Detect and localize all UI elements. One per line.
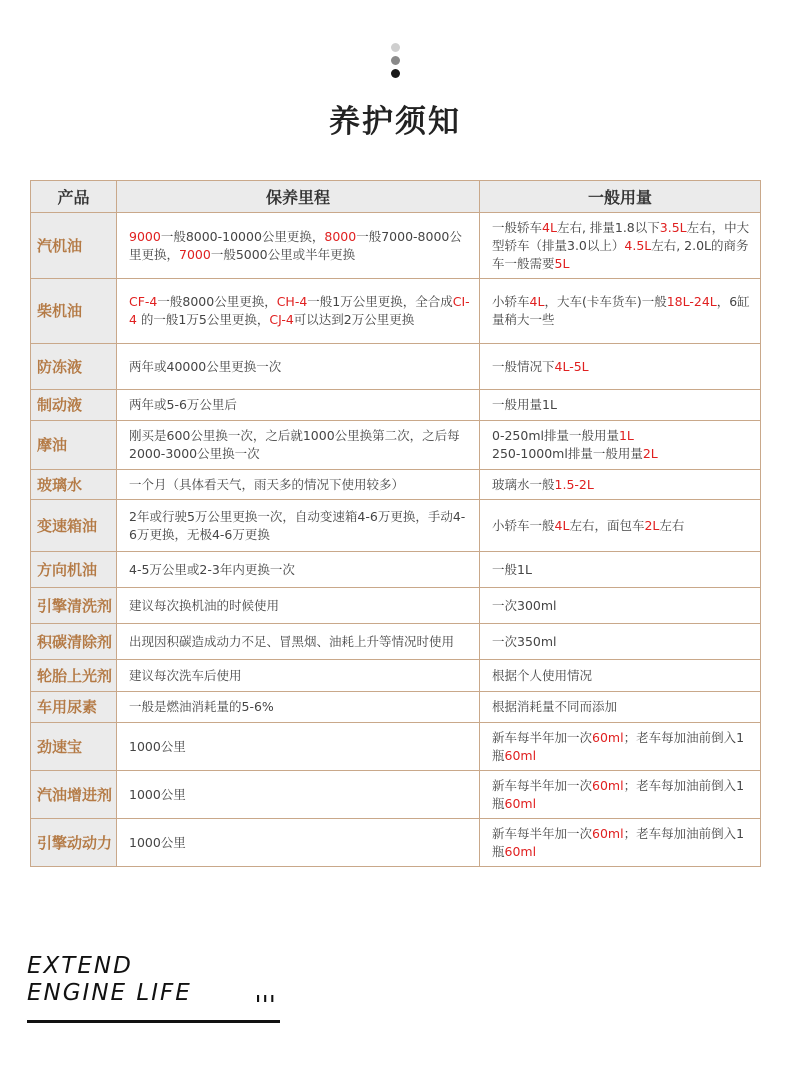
mileage-cell (117, 552, 480, 588)
mileage-cell (117, 660, 480, 692)
mileage-cell (117, 344, 480, 390)
cell-text: 左右, 排量1.8以下 (556, 219, 660, 235)
dot-dark (391, 69, 400, 78)
cell-text: 一个月（具体看天气，雨天多的情况下使用较多） (129, 476, 405, 492)
cell-text: ；老车每加油前倒入1瓶 (492, 777, 745, 811)
table-row (31, 771, 761, 819)
cell-text: 根据个人使用情况 (492, 667, 593, 683)
usage-cell (480, 390, 761, 421)
decorative-dots (389, 43, 401, 82)
usage-cell (480, 421, 761, 470)
highlight-value: 60ml (504, 843, 537, 859)
highlight-value: 60ml (592, 825, 624, 841)
table-row (31, 723, 761, 771)
highlight-value: CJ-4 (269, 312, 294, 327)
cell-text: 一般情况下 (492, 358, 555, 374)
table-row (31, 692, 761, 723)
usage-cell (480, 500, 761, 552)
cell-text: 一般5000公里或半年更换 (210, 246, 356, 262)
highlight-value: 2L (642, 446, 658, 461)
cell-text: 根据消耗量不同而添加 (492, 699, 618, 714)
cell-text: 一般1万公里更换，全合成 (307, 294, 453, 309)
table-row (31, 279, 761, 344)
highlight-value: 4L (554, 517, 570, 533)
highlight-value: 4.5L (624, 237, 652, 253)
header-usage: 一般用量 (480, 181, 761, 213)
product-name: 玻璃水 (31, 470, 117, 500)
highlight-value: 60ml (504, 747, 537, 763)
mileage-cell (117, 470, 480, 500)
cell-text: 一般用量1L (492, 397, 557, 412)
highlight-value: 3.5L (659, 219, 687, 235)
cell-text: ；老车每加油前倒入1瓶 (492, 729, 745, 763)
cell-text: 一般1L (492, 561, 532, 577)
table-row (31, 552, 761, 588)
cell-text: 左右，中大型轿车（排量3.0以上） (492, 219, 750, 253)
cell-text: 一般是燃油消耗量的5-6% (129, 699, 274, 714)
highlight-value: 2L (644, 517, 660, 533)
cell-text: 左右, 2.0L的商务车一般需要 (492, 237, 749, 271)
usage-cell (480, 692, 761, 723)
table-row (31, 421, 761, 470)
mileage-cell (117, 500, 480, 552)
header-mileage: 保养里程 (117, 181, 480, 213)
product-name: 引擎动动力 (31, 819, 117, 867)
footer-bars-mark: ııı (256, 991, 278, 1005)
cell-text: 一次300ml (492, 597, 557, 613)
product-name: 方向机油 (31, 552, 117, 588)
usage-cell (480, 723, 761, 771)
highlight-value: 4L-5L (554, 358, 589, 374)
dot-mid (391, 56, 400, 65)
highlight-value: 18L-24L (666, 294, 717, 309)
table-row (31, 660, 761, 692)
mileage-cell (117, 819, 480, 867)
cell-text: 2年或行驶5万公里更换一次，自动变速箱4-6万更换，手动4-6万更换，无极4-6万更换 (129, 508, 466, 542)
mileage-cell (117, 279, 480, 344)
cell-text: 1000公里 (129, 786, 186, 802)
usage-cell (480, 470, 761, 500)
maintenance-table (30, 180, 761, 867)
cell-text: 的一般1万5公里更换， (136, 312, 270, 327)
highlight-value: 4L (529, 294, 545, 309)
cell-text: 0-250ml排量一般用量 (492, 428, 619, 443)
product-name: 摩油 (31, 421, 117, 470)
highlight-value: CF-4 (129, 294, 158, 309)
mileage-cell (117, 390, 480, 421)
usage-cell (480, 344, 761, 390)
footer-line-2: ENGINE LIFE (27, 980, 192, 1006)
usage-cell (480, 213, 761, 279)
usage-cell (480, 588, 761, 624)
table-row (31, 390, 761, 421)
table-row (31, 500, 761, 552)
usage-cell (480, 624, 761, 660)
usage-cell (480, 552, 761, 588)
highlight-value: 7000 (179, 246, 211, 262)
highlight-value: 9000 (129, 228, 161, 244)
mileage-cell (117, 588, 480, 624)
cell-text: 建议每次换机油的时候使用 (129, 597, 280, 613)
table-row (31, 588, 761, 624)
highlight-value: CI-4 (129, 294, 470, 327)
header-product: 产品 (31, 181, 117, 213)
cell-text: 一般8000-10000公里更换， (160, 228, 325, 244)
highlight-value: 8000 (324, 228, 357, 244)
cell-text: 新车每半年加一次 (492, 777, 593, 793)
dot-light (391, 43, 400, 52)
table-header-row (31, 181, 761, 213)
product-name: 轮胎上光剂 (31, 660, 117, 692)
table-row (31, 624, 761, 660)
product-name: 制动液 (31, 390, 117, 421)
cell-text: 左右 (659, 517, 685, 533)
highlight-value: 60ml (504, 795, 537, 811)
product-name: 积碳清除剂 (31, 624, 117, 660)
highlight-value: 1.5-2L (554, 476, 594, 492)
mileage-cell (117, 692, 480, 723)
cell-text: 出现因积碳造成动力不足、冒黑烟、油耗上升等情况时使用 (129, 633, 455, 649)
product-name: 汽油增进剂 (31, 771, 117, 819)
table-row (31, 213, 761, 279)
mileage-cell (117, 213, 480, 279)
footer-rule (27, 1020, 280, 1023)
highlight-value: 1L (618, 428, 634, 443)
cell-text: 刚买是600公里换一次，之后就1000公里换第二次，之后每2000-3000公里换一次 (129, 428, 460, 461)
usage-cell (480, 771, 761, 819)
cell-text: 一次350ml (492, 633, 557, 649)
mileage-cell (117, 421, 480, 470)
product-name: 劲速宝 (31, 723, 117, 771)
highlight-value: 60ml (592, 777, 624, 793)
mileage-cell (117, 624, 480, 660)
cell-text: 250-1000ml排量一般用量 (492, 446, 643, 461)
cell-text: 1000公里 (129, 738, 186, 754)
highlight-value: CH-4 (276, 294, 308, 309)
cell-text: 新车每半年加一次 (492, 729, 593, 745)
cell-text: 小轿车一般 (492, 517, 555, 533)
cell-text: 两年或5-6万公里后 (129, 397, 237, 412)
highlight-value: 4L (542, 219, 557, 235)
usage-cell (480, 660, 761, 692)
cell-text: 玻璃水一般 (492, 476, 555, 492)
cell-text: 一般7000-8000公里更换， (129, 228, 462, 262)
cell-text: 新车每半年加一次 (492, 825, 593, 841)
highlight-value: 60ml (592, 729, 624, 745)
cell-text: ；老车每加油前倒入1瓶 (492, 825, 745, 859)
product-name: 变速箱油 (31, 500, 117, 552)
cell-text: 可以达到2万公里更换 (293, 312, 415, 327)
mileage-cell (117, 723, 480, 771)
cell-text: 两年或40000公里更换一次 (129, 358, 282, 374)
product-name: 汽机油 (31, 213, 117, 279)
cell-text: ，6缸量稍大一些 (492, 294, 750, 327)
usage-cell (480, 279, 761, 344)
product-name: 车用尿素 (31, 692, 117, 723)
table-row (31, 344, 761, 390)
table-row (31, 819, 761, 867)
mileage-cell (117, 771, 480, 819)
table-row (31, 470, 761, 500)
cell-text: 一般轿车 (492, 219, 543, 235)
cell-text: 左右，面包车 (569, 517, 645, 533)
highlight-value: 5L (554, 255, 570, 271)
cell-text: 4-5万公里或2-3年内更换一次 (129, 561, 295, 577)
footer-line-1: EXTEND (27, 953, 133, 979)
product-name: 引擎清洗剂 (31, 588, 117, 624)
cell-text: 小轿车 (492, 294, 530, 309)
usage-cell (480, 819, 761, 867)
cell-text: 建议每次洗车后使用 (129, 667, 242, 683)
cell-text: ，大车(卡车货车)一般 (544, 294, 667, 309)
page-title: 养护须知 (329, 104, 461, 140)
cell-text: 一般8000公里更换， (157, 294, 277, 309)
product-name: 柴机油 (31, 279, 117, 344)
product-name: 防冻液 (31, 344, 117, 390)
cell-text: 1000公里 (129, 834, 186, 850)
